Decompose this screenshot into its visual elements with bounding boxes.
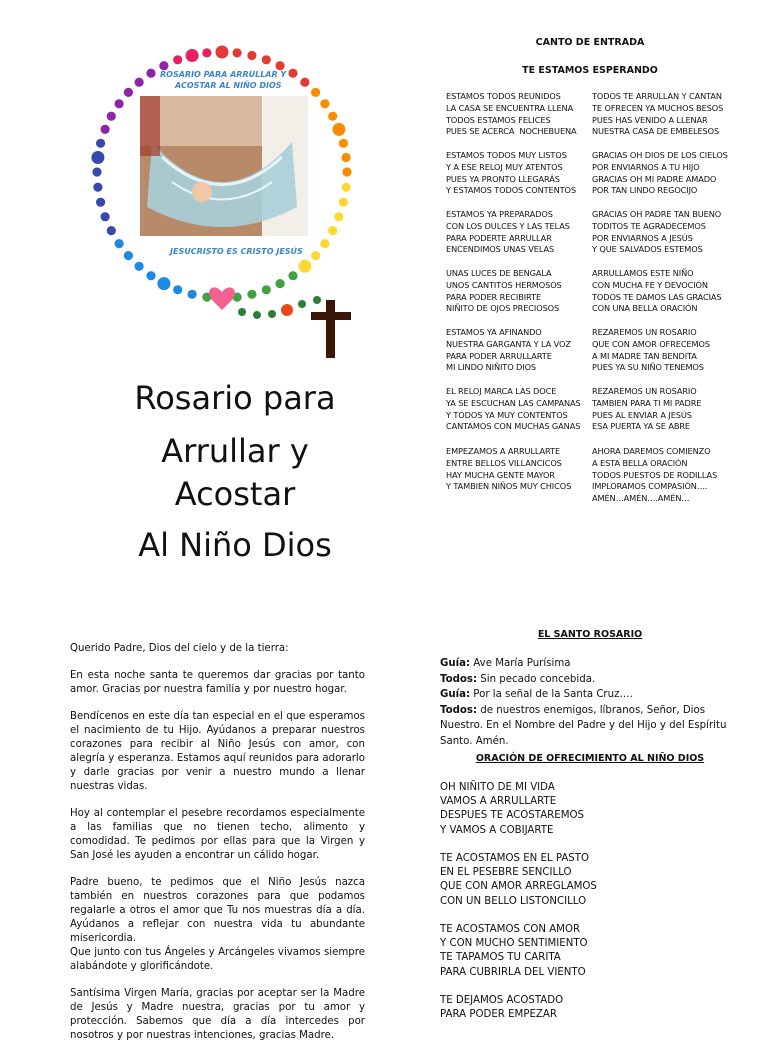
rosary-bead — [96, 139, 105, 148]
speaker-label: Guía: — [440, 658, 471, 669]
rosary-bead — [276, 279, 285, 288]
rosary-bead — [320, 239, 329, 248]
rosary-bead — [92, 167, 101, 176]
offering-verse: TE ACOSTAMOS EN EL PASTO EN EL PESEBRE SENCILLO QUE CON AMOR ARREGLAMOS CON UN BELLO LISTONCILLO — [440, 853, 597, 907]
dialog-line — [440, 656, 740, 672]
rosary-bead — [146, 271, 155, 280]
rosary-bead — [298, 300, 306, 308]
rosary-bead — [247, 51, 256, 60]
rosary-bead — [107, 112, 116, 121]
song-left-stanza: EL RELOJ MARCA LAS DOCE YA SE ESCUCHAN LAS CAMPANAS Y TODOS YA MUY CONTENTOS CANTAMOS CON MUCHAS GANAS — [446, 386, 581, 432]
dialog-line — [440, 687, 740, 703]
offering-verse: TE ACOSTAMOS CON AMOR Y CON MUCHO SENTIMIENTO TE TAPAMOS TU CARITA PARA CUBRIRLA DEL VIENTO — [440, 924, 588, 978]
dialog-text: Sin pecado concebida. — [477, 673, 596, 685]
rosary-bead — [328, 226, 337, 235]
song-right-stanza: TODOS TE ARRULLAN Y CANTAN TE OFRECEN YA MUCHOS BESOS PUES HAS VENIDO A LLENAR NUESTRA CASA DE EMBELESOS — [592, 91, 724, 137]
rosary-bead — [288, 69, 297, 78]
rosary-bead — [342, 153, 351, 162]
rosary-bead — [96, 198, 105, 207]
offering-verse: TE DEJAMOS ACOSTADO PARA PODER EMPEZAR — [440, 995, 564, 1021]
speaker-label: Todos: — [440, 673, 478, 685]
speaker-label: Todos: — [440, 704, 478, 716]
rosary-bead — [288, 271, 297, 280]
rosary-bead — [268, 310, 276, 318]
cover-banner-bottom: JESUCRISTO ES CRISTO JESÚS — [170, 247, 303, 256]
rosary-bead — [124, 88, 133, 97]
prayer-paragraph: Bendícenos en este día tan especial en el que esperamos el nacimiento de tu Hijo. Ayúdanos a preparar nuestros corazones para recibir al Niño Jesús con amor, con alegría y esperanza. Estamos aquí reunidos para adorarlo y darle gracias por venir a nuestro mundo a llenar nuestras vidas. — [70, 711, 365, 792]
dialog-text: Por la señal de la Santa Cruz…. — [470, 689, 633, 700]
offering-heading: ORACIÓN DE OFRECIMIENTO AL NIÑO DIOS — [475, 753, 705, 764]
song-right-stanza: GRACIAS OH DIOS DE LOS CIELOS POR ENVIARNOS A TU HIJO GRACIAS OH MI PADRE AMADO POR TAN LINDO REGOCIJO — [592, 150, 728, 196]
song-right-stanza: AHORA DAREMOS COMIENZO A ESTA BELLA ORACIÓN TODOS PUESTOS DE RODILLAS IMPLORAMOS COMPASIÓN…. AMÉN…AMÉN….AMÉN… — [592, 446, 718, 504]
page-title-line2: Arrullar y — [161, 432, 309, 470]
rosary-bead — [101, 125, 110, 134]
dialog-text: Ave María Purísima — [470, 658, 571, 669]
song-heading: CANTO DE ENTRADA — [535, 37, 645, 48]
rosary-bead — [135, 262, 144, 271]
song-right-stanza: GRACIAS OH PADRE TAN BUENO TODITOS TE AGRADECEMOS POR ENVIARNOS A JESÚS Y QUE SALVADOS ESTEMOS — [592, 209, 722, 255]
rosary-bead — [202, 48, 211, 57]
speaker-label: Guía: — [440, 689, 471, 700]
rosary-bead — [253, 311, 261, 319]
song-left-stanza: EMPEZAMOS A ARRULLARTE ENTRE BELLOS VILLANCICOS HAY MUCHA GENTE MAYOR Y TAMBIEN NIÑOS MUY CHICOS — [446, 446, 572, 492]
rosary-bead — [262, 285, 271, 294]
song-right-stanza: REZAREMOS UN ROSARIO QUE CON AMOR OFRECEMOS A MI MADRE TAN BENDITA PUES YA SU NIÑO TENEMOS — [592, 327, 710, 373]
song-subheading: TE ESTAMOS ESPERANDO — [522, 65, 658, 76]
rosary-bead — [115, 99, 124, 108]
rosary-bead — [262, 55, 271, 64]
rosary-bead — [216, 46, 229, 59]
cover-banner-top-line2: ACOSTAR AL NIÑO DIOS — [175, 81, 282, 90]
cover-banner-top-line1: ROSARIO PARA ARRULLAR Y — [160, 70, 287, 79]
rosary-bead — [298, 260, 311, 273]
rosary-bead — [247, 290, 256, 299]
rosary-bead — [93, 183, 102, 192]
rosary-bead — [107, 226, 116, 235]
rosary-bead — [339, 139, 348, 148]
rosary-bead — [101, 212, 110, 221]
rosary-bead — [342, 183, 351, 192]
song-left-stanza: ESTAMOS YA PREPARADOS CON LOS DULCES Y LAS TELAS PARA PODERTE ARRULLAR ENCENDIMOS UNAS VELAS — [446, 209, 570, 255]
offering-verse: OH NIÑITO DE MI VIDA VAMOS A ARRULLARTE DESPUES TE ACOSTAREMOS Y VAMOS A COBIJARTE — [440, 782, 584, 836]
rosary-bead — [276, 61, 285, 70]
rosary-bead — [173, 55, 182, 64]
song-left-stanza: UNAS LUCES DE BENGALA UNOS CANTITOS HERMOSOS PARA PODER RECIBIRTE NIÑITO DE OJOS PRECIOSOS — [446, 268, 562, 314]
prayer-paragraph: Hoy al contemplar el pesebre recordamos especialmente a las familias que no tienen techo, alimento y comodidad. Te pedimos por ellas para que la Virgen y San José les ayuden a encontrar un cálido hogar. — [70, 808, 365, 861]
song-left-stanza: ESTAMOS TODOS MUY LISTOS Y A ESE RELOJ MUY ATENTOS PUES YA PRONTO LLEGARÁS Y ESTAMOS TODOS CONTENTOS — [446, 150, 576, 196]
prayer-paragraph: En esta noche santa te queremos dar gracias por tanto amor. Gracias por nuestra familia y por nuestro hogar. — [70, 670, 365, 695]
rosary-bead — [159, 61, 168, 70]
rosary-bead — [311, 88, 320, 97]
rosary-bead — [115, 239, 124, 248]
rosary-dialog — [440, 656, 740, 749]
rosary-bead — [157, 277, 170, 290]
rosary-bead — [332, 123, 345, 136]
prayer-paragraph: Padre bueno, te pedimos que el Niño Jesús nazca también en nuestros corazones para que podamos regalarle a otros el amor que Tu nos muestras día a día. Ayúdanos a reflejar con nuestra vida tu abundante misericordia. Que junto con tus Ángeles y Arcángeles vivamos siempre alabándote y glorificándote. — [70, 877, 365, 972]
rosary-bead — [281, 304, 293, 316]
prayer-paragraph: Querido Padre, Dios del cielo y de la tierra: — [70, 643, 289, 654]
rosary-bead — [91, 151, 104, 164]
rosary-heading: EL SANTO ROSARIO — [537, 629, 643, 640]
song-right-stanza: ARRULLAMOS ESTE NIÑO CON MUCHA FE Y DEVOCIÓN TODOS TE DAMOS LAS GRACIAS CON UNA BELLA ORACIÓN — [592, 268, 722, 314]
prayer-paragraph: Santísima Virgen María, gracias por aceptar ser la Madre de Jesús y Madre nuestra, gracias por tu amor y protección. Sabemos que día a día intercedes por nosotros y por nuestras intenciones, gracias Madre. — [70, 988, 365, 1041]
rosary-bead — [186, 49, 199, 62]
rosary-bead — [334, 212, 343, 221]
song-left-stanza: ESTAMOS TODOS REUNIDOS LA CASA SE ENCUENTRA LLENA TODOS ESTAMOS FELICES PUES SE ACERCA NOCHEBUENA — [446, 91, 577, 137]
page-title-line3: Acostar — [174, 475, 296, 513]
dialog-text: de nuestros enemigos, líbranos, Señor, Dios Nuestro. En el Nombre del Padre y del Hijo y del Espíritu Santo. Amén. — [440, 704, 727, 747]
rosary-bead — [342, 167, 351, 176]
song-left-stanza: ESTAMOS YA AFINANDO NUESTRA GARGANTA Y LA VOZ PARA PODER ARRULLARTE MI LINDO NIÑITO DIOS — [446, 327, 571, 373]
rosary-bead — [124, 251, 133, 260]
rosary-bead — [146, 69, 155, 78]
song-right-stanza: REZAREMOS UN ROSARIO TAMBIEN PARA TI MI PADRE PUES AL ENVIAR A JESÚS ESA PUERTA YA SE ABRE — [592, 386, 702, 432]
dialog-line — [440, 672, 740, 688]
page-title-line1: Rosario para — [134, 379, 336, 417]
rosary-bead — [328, 112, 337, 121]
rosary-bead — [173, 285, 182, 294]
opening-prayer — [70, 642, 365, 1056]
rosary-bead — [233, 48, 242, 57]
rosary-bead — [313, 296, 321, 304]
rosary-bead — [135, 78, 144, 87]
dialog-line — [440, 703, 740, 750]
nativity-photo — [140, 96, 308, 236]
rosary-bead — [320, 99, 329, 108]
rosary-bead — [300, 78, 309, 87]
rosary-bead — [311, 251, 320, 260]
rosary-bead — [238, 308, 246, 316]
rosary-bead — [339, 198, 348, 207]
rosary-bead — [188, 290, 197, 299]
page-title-line4: Al Niño Dios — [138, 526, 332, 564]
